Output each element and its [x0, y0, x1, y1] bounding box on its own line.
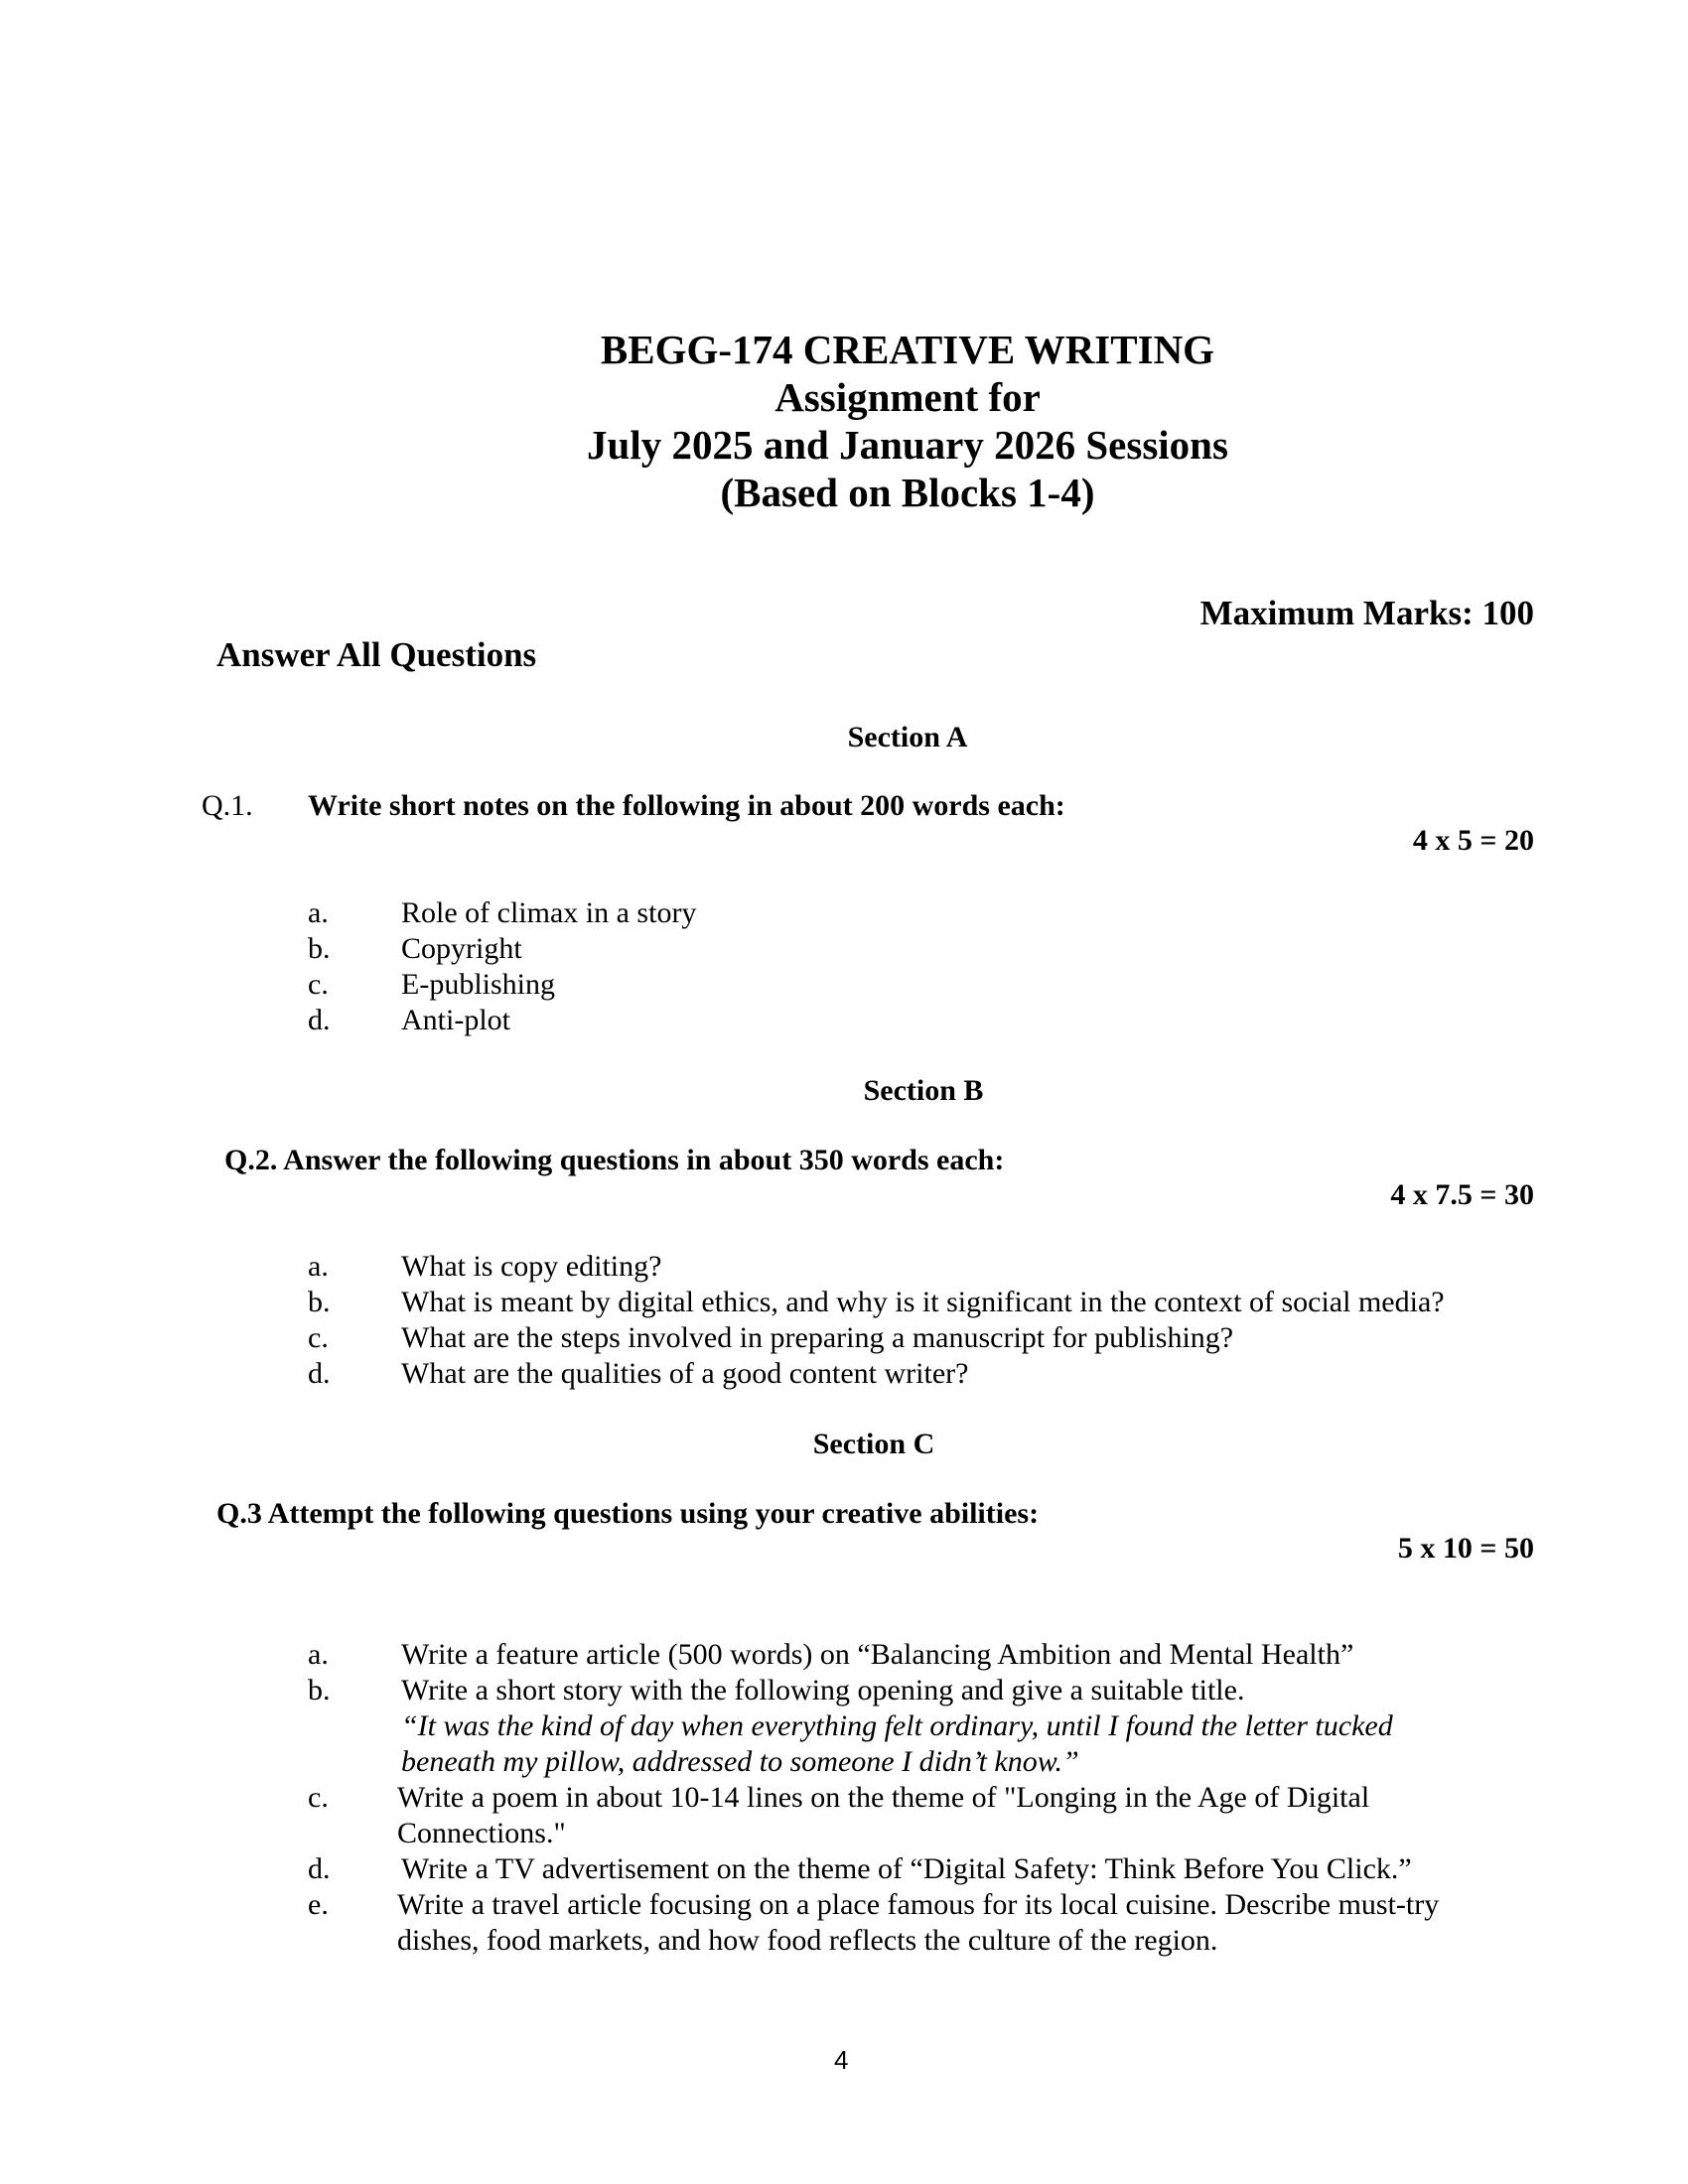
q3-item-text: Write a TV advertisement on the theme of “Digital Safety: Think Before You Click.”	[401, 1852, 1412, 1885]
q3-text: Q.3 Attempt the following questions using your creative abilities:	[216, 1497, 1040, 1530]
q2-item-text: What are the steps involved in preparing a manuscript for publishing?	[401, 1321, 1234, 1354]
q2-item-text: What is copy editing?	[401, 1250, 662, 1283]
q3-item-letter: e.	[308, 1888, 329, 1921]
q3-item-text: dishes, food markets, and how food reflects the culture of the region.	[397, 1924, 1218, 1957]
title-assignment: Assignment for	[774, 374, 1041, 420]
q1-number: Q.1.	[202, 789, 253, 822]
q3-item-text: Write a feature article (500 words) on “Balancing Ambition and Mental Health”	[401, 1638, 1354, 1671]
instruction: Answer All Questions	[216, 635, 537, 674]
maximum-marks: Maximum Marks: 100	[1199, 594, 1534, 632]
q1-item-letter: b.	[308, 932, 331, 965]
story-opening-quote: “It was the kind of day when everything felt ordinary, until I found the letter tucked	[401, 1709, 1393, 1742]
q2-item-text: What are the qualities of a good content writer?	[401, 1357, 969, 1390]
q2-item-text: What is meant by digital ethics, and why is it significant in the context of social media?	[401, 1286, 1445, 1318]
q2-item-letter: c.	[308, 1321, 329, 1354]
q3-marks: 5 x 10 = 50	[1397, 1532, 1534, 1565]
section-c-heading: Section C	[812, 1428, 935, 1460]
story-opening-quote: beneath my pillow, addressed to someone I didn’t know.”	[401, 1745, 1079, 1778]
q1-item-letter: d.	[308, 1004, 331, 1036]
q1-text: Write short notes on the following in about 200 words each:	[308, 789, 1065, 822]
q3-item-text: Write a travel article focusing on a place famous for its local cuisine. Describe must-try	[397, 1888, 1440, 1921]
q2-text: Q.2. Answer the following questions in about 350 words each:	[224, 1144, 1005, 1176]
q1-marks: 4 x 5 = 20	[1412, 824, 1534, 857]
q1-item-letter: c.	[308, 968, 329, 1001]
title-sessions: July 2025 and January 2026 Sessions	[587, 422, 1228, 468]
q1-item-text: E-publishing	[401, 968, 555, 1001]
q1-item-text: Role of climax in a story	[401, 896, 697, 929]
q1-item-text: Anti-plot	[401, 1004, 510, 1036]
q3-item-text: Write a poem in about 10-14 lines on the theme of "Longing in the Age of Digital	[397, 1781, 1370, 1814]
q3-item-letter: d.	[308, 1852, 331, 1885]
title-blocks: (Based on Blocks 1-4)	[720, 470, 1095, 515]
q2-item-letter: b.	[308, 1286, 331, 1318]
q1-item-text: Copyright	[401, 932, 522, 965]
q2-marks: 4 x 7.5 = 30	[1390, 1178, 1534, 1211]
section-b-heading: Section B	[863, 1074, 984, 1107]
q3-item-text: Connections."	[397, 1817, 566, 1849]
section-a-heading: Section A	[847, 721, 968, 753]
page-number: 4	[834, 2045, 849, 2075]
q3-item-letter: c.	[308, 1781, 329, 1814]
q3-item-letter: b.	[308, 1674, 331, 1706]
q3-item-text: Write a short story with the following opening and give a suitable title.	[401, 1674, 1245, 1706]
q2-item-letter: d.	[308, 1357, 331, 1390]
q3-item-letter: a.	[308, 1638, 329, 1671]
q1-item-letter: a.	[308, 896, 329, 929]
title-course: BEGG-174 CREATIVE WRITING	[600, 327, 1215, 372]
q2-item-letter: a.	[308, 1250, 329, 1283]
document-title	[0, 326, 1688, 516]
